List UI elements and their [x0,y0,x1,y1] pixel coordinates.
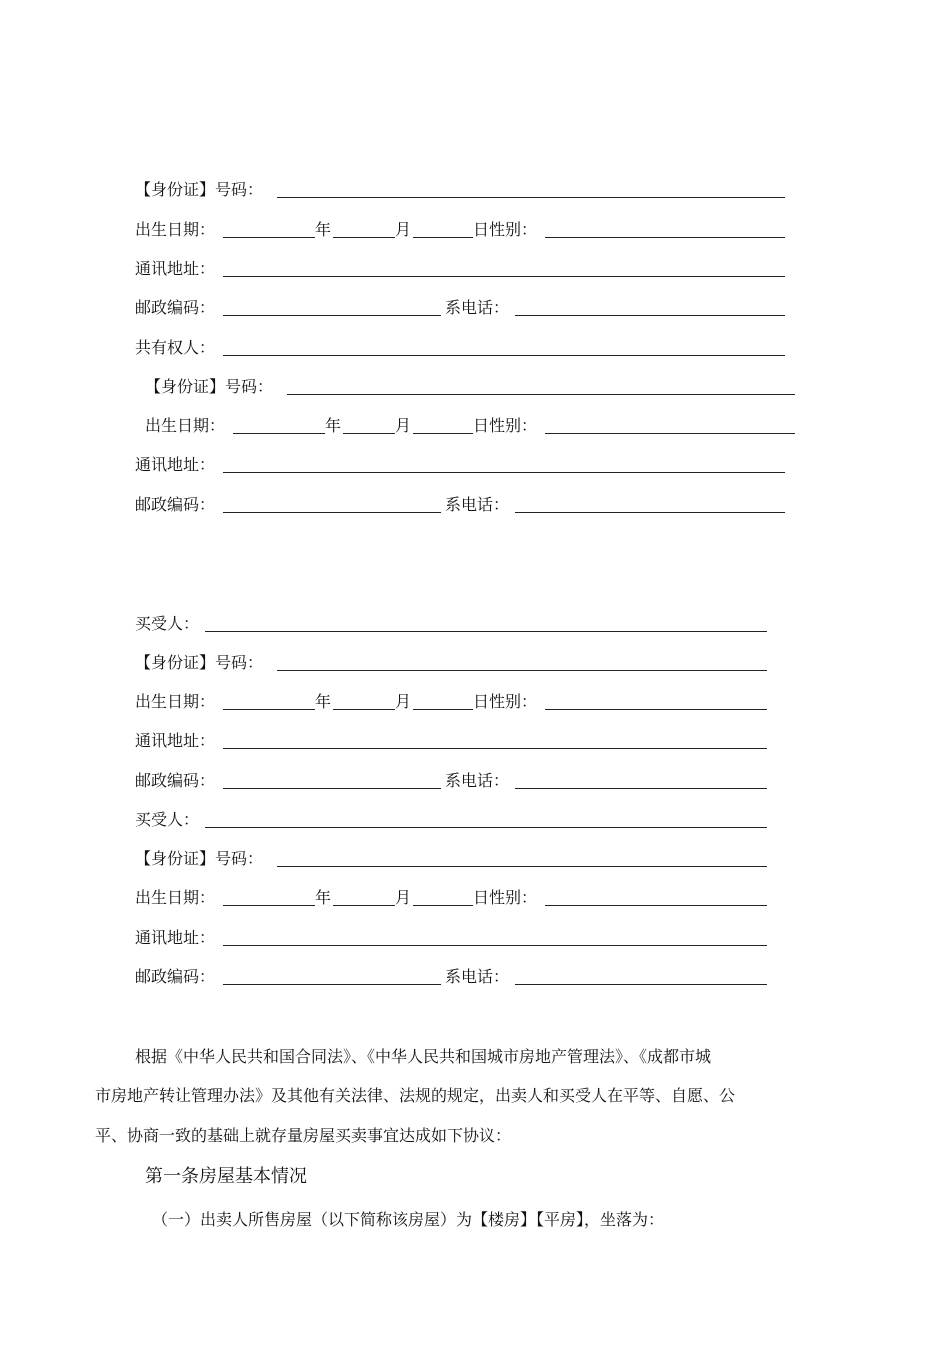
buyer-label: 买受人： [135,810,200,829]
phone-field[interactable] [515,788,767,789]
buyer1-id-row [135,651,775,675]
buyer2-row [135,808,775,832]
address-label: 通讯地址： [135,731,216,750]
phone-label: 系电话： [445,967,510,986]
postal-code-field[interactable] [223,315,441,316]
co-owner-birth-row [145,414,805,438]
buyer2-postal-row [135,965,775,989]
co-owner-row [135,336,795,360]
birth-label: 出生日期： [135,692,216,711]
address-field[interactable] [223,748,767,749]
birth-day-field[interactable] [413,905,473,906]
birth-year-field[interactable] [223,905,315,906]
month-label: 月 [395,888,412,907]
buyer1-postal-row [135,769,775,793]
address-label: 通讯地址： [135,455,216,474]
phone-label: 系电话： [445,495,510,514]
clause-1: （一）出卖人所售房屋（以下简称该房屋）为【楼房】【平房】，坐落为： [152,1210,665,1229]
co-owner-id-row [145,375,805,399]
id-label: 【身份证】号码： [135,653,264,672]
day-gender-label: 日性别： [473,416,538,435]
gender-field[interactable] [545,905,767,906]
birth-label: 出生日期： [135,220,216,239]
buyer2-birth-row [135,886,775,910]
buyer1-address-row [135,729,775,753]
birth-label: 出生日期： [135,888,216,907]
preamble-line-1: 根据《中华人民共和国合同法》、《中华人民共和国城市房地产管理法》、《成都市城 [135,1047,712,1066]
id-number-field[interactable] [277,866,767,867]
postal-label: 邮政编码： [135,298,216,317]
birth-month-field[interactable] [333,905,395,906]
birth-day-field[interactable] [413,433,473,434]
day-gender-label: 日性别： [473,220,538,239]
preamble-line-3: 平、协商一致的基础上就存量房屋买卖事宜达成如下协议： [95,1126,512,1145]
year-label: 年 [315,888,332,907]
buyer2-address-row [135,926,775,950]
gender-field[interactable] [545,433,795,434]
postal-code-field[interactable] [223,512,441,513]
id-number-field[interactable] [277,197,785,198]
birth-label: 出生日期： [145,416,226,435]
postal-code-field[interactable] [223,788,441,789]
year-label: 年 [315,692,332,711]
id-label: 【身份证】号码： [135,180,264,199]
postal-label: 邮政编码： [135,771,216,790]
phone-label: 系电话： [445,771,510,790]
postal-label: 邮政编码： [135,495,216,514]
id-label: 【身份证】号码： [135,849,264,868]
id-label: 【身份证】号码： [145,377,274,396]
day-gender-label: 日性别： [473,888,538,907]
postal-label: 邮政编码： [135,967,216,986]
buyer1-row [135,612,775,636]
address-field[interactable] [223,472,785,473]
birth-year-field[interactable] [233,433,325,434]
day-gender-label: 日性别： [473,692,538,711]
address-field[interactable] [223,276,785,277]
birth-day-field[interactable] [413,237,473,238]
seller-id-row [135,178,795,202]
birth-month-field[interactable] [333,237,395,238]
month-label: 月 [395,416,412,435]
birth-year-field[interactable] [223,709,315,710]
phone-label: 系电话： [445,298,510,317]
birth-month-field[interactable] [333,709,395,710]
co-owner-field[interactable] [223,355,785,356]
phone-field[interactable] [515,984,767,985]
co-owner-label: 共有权人： [135,338,216,357]
month-label: 月 [395,692,412,711]
co-owner-address-row [135,453,795,477]
id-number-field[interactable] [287,394,795,395]
buyer-label: 买受人： [135,614,200,633]
birth-year-field[interactable] [223,237,315,238]
year-label: 年 [325,416,342,435]
phone-field[interactable] [515,315,785,316]
postal-code-field[interactable] [223,984,441,985]
id-number-field[interactable] [277,670,767,671]
seller-birth-row [135,218,795,242]
birth-month-field[interactable] [343,433,395,434]
seller-address-row [135,257,795,281]
buyer-name-field[interactable] [205,631,767,632]
gender-field[interactable] [545,709,767,710]
address-field[interactable] [223,945,767,946]
co-owner-postal-row [135,493,795,517]
buyer1-birth-row [135,690,775,714]
buyer2-id-row [135,847,775,871]
month-label: 月 [395,220,412,239]
seller-postal-row [135,296,795,320]
gender-field[interactable] [545,237,785,238]
phone-field[interactable] [515,512,785,513]
address-label: 通讯地址： [135,259,216,278]
preamble-line-2: 市房地产转让管理办法》及其他有关法律、法规的规定，出卖人和买受人在平等、自愿、公 [95,1086,736,1105]
year-label: 年 [315,220,332,239]
article-1-title: 第一条房屋基本情况 [145,1166,307,1187]
birth-day-field[interactable] [413,709,473,710]
buyer-name-field[interactable] [205,827,767,828]
address-label: 通讯地址： [135,928,216,947]
